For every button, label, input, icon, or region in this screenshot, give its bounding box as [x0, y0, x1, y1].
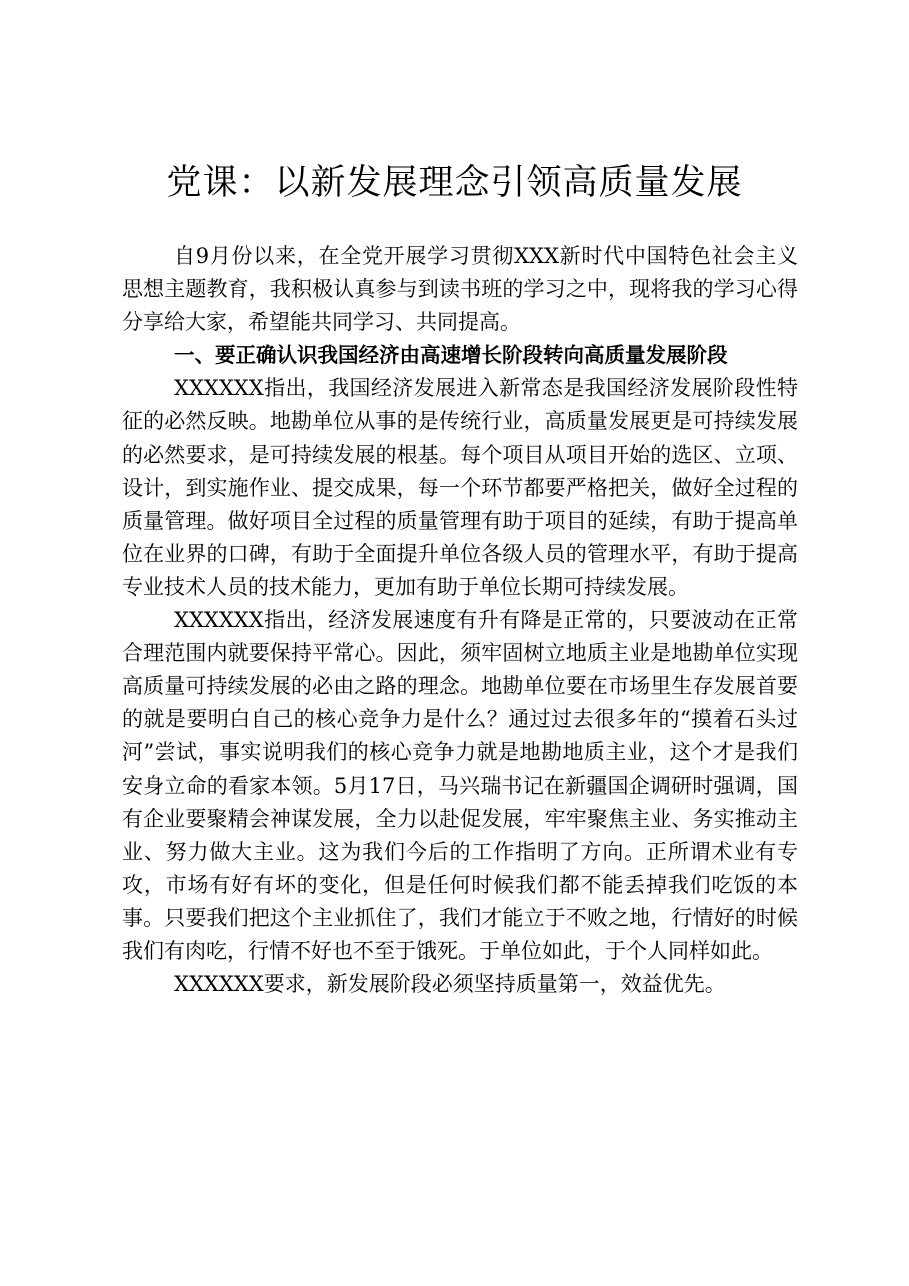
paragraph-quality-first: XXXXXX要求，新发展阶段必须坚持质量第一，效益优先。: [174, 972, 726, 997]
document-body: [122, 240, 798, 1001]
paragraph-intro: 自9月份以来，在全党开展学习贯彻XXX新时代中国特色社会主义思想主题教育，我积极认真参与到读书班的学习之中，现将我的学习心得分享给大家，希望能共同学习、共同提高。: [122, 244, 798, 335]
paragraph-core-business: XXXXXX指出，经济发展速度有升有降是正常的，只要波动在正常合理范围内就要保持平常心。因此，须牢固树立地质主业是地勘单位实现高质量可持续发展的必由之路的理念。地勘单位要在市场里生存发展首要的就是要明白自己的核心竞争力是什么？通过过去很多年的“摸着石头过河”尝试，事实说明我们的核心竞争力就是地勘地质主业，这个才是我们安身立命的看家本领。5月17日，马兴瑞书记在新疆国企调研时强调，国有企业要聚精会神谋发展，全力以赴促发展，牢牢聚焦主业、务实推动主业、努力做大主业。这为我们今后的工作指明了方向。正所谓术业有专攻，市场有好有坏的变化，但是任何时候我们都不能丢掉我们吃饭的本事。只要我们把这个主业抓住了，我们才能立于不败之地，行情好的时候我们有肉吃，行情不好也不至于饿死。于单位如此，于个人同样如此。: [122, 608, 798, 963]
document-title: 党课：以新发展理念引领高质量发展: [166, 163, 743, 203]
section-heading-1: 一、要正确认识我国经济由高速增长阶段转向高质量发展阶段: [174, 343, 728, 368]
paragraph-new-normal: XXXXXX指出，我国经济发展进入新常态是我国经济发展阶段性特征的必然反映。地勘单位从事的是传统行业，高质量发展更是可持续发展的必然要求，是可持续发展的根基。每个项目从项目开始的选区、立项、设计，到实施作业、提交成果，每一个环节都要严格把关，做好全过程的质量管理。做好项目全过程的质量管理有助于项目的延续，有助于提高单位在业界的口碑，有助于全面提升单位各级人员的管理水平，有助于提高专业技术人员的技术能力，更加有助于单位长期可持续发展。: [122, 376, 798, 599]
